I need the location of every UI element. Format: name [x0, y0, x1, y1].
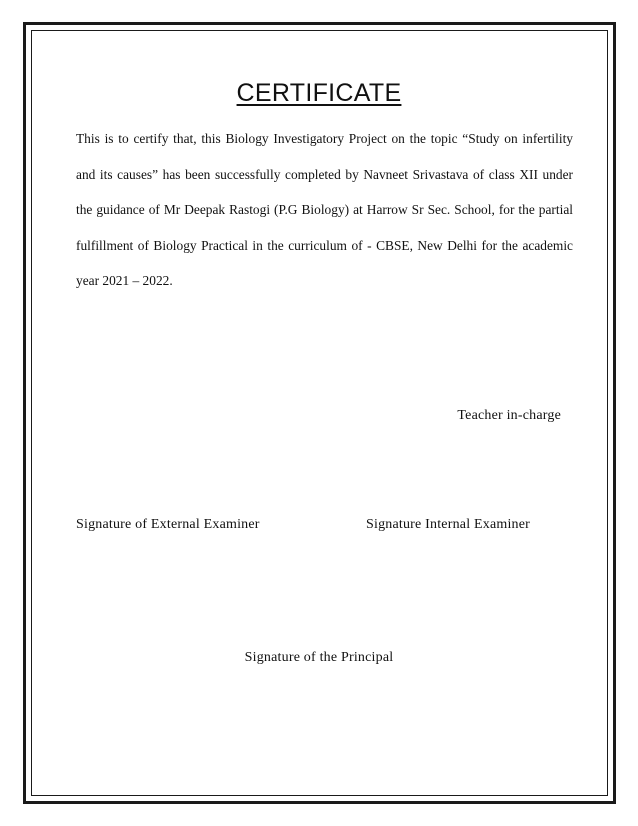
teacher-in-charge-label: Teacher in-charge	[457, 408, 561, 423]
external-examiner-signature-label: Signature of External Examiner	[76, 517, 260, 532]
certificate-body: This is to certify that, this Biology Investigatory Project on the topic “Study on infertility and its causes” has been successfully completed by Navneet Srivastava of class XII under the guidance of Mr Deepak Rastogi (P.G Biology) at Harrow Sr Sec. School, for the partial fulfillment of Biology Practical in the curriculum of - CBSE, New Delhi for the academic year 2021 – 2022.	[76, 131, 573, 289]
certificate-title: CERTIFICATE	[236, 79, 402, 107]
internal-examiner-signature-label: Signature Internal Examiner	[366, 517, 531, 532]
principal-signature-label: Signature of the Principal	[244, 650, 394, 665]
